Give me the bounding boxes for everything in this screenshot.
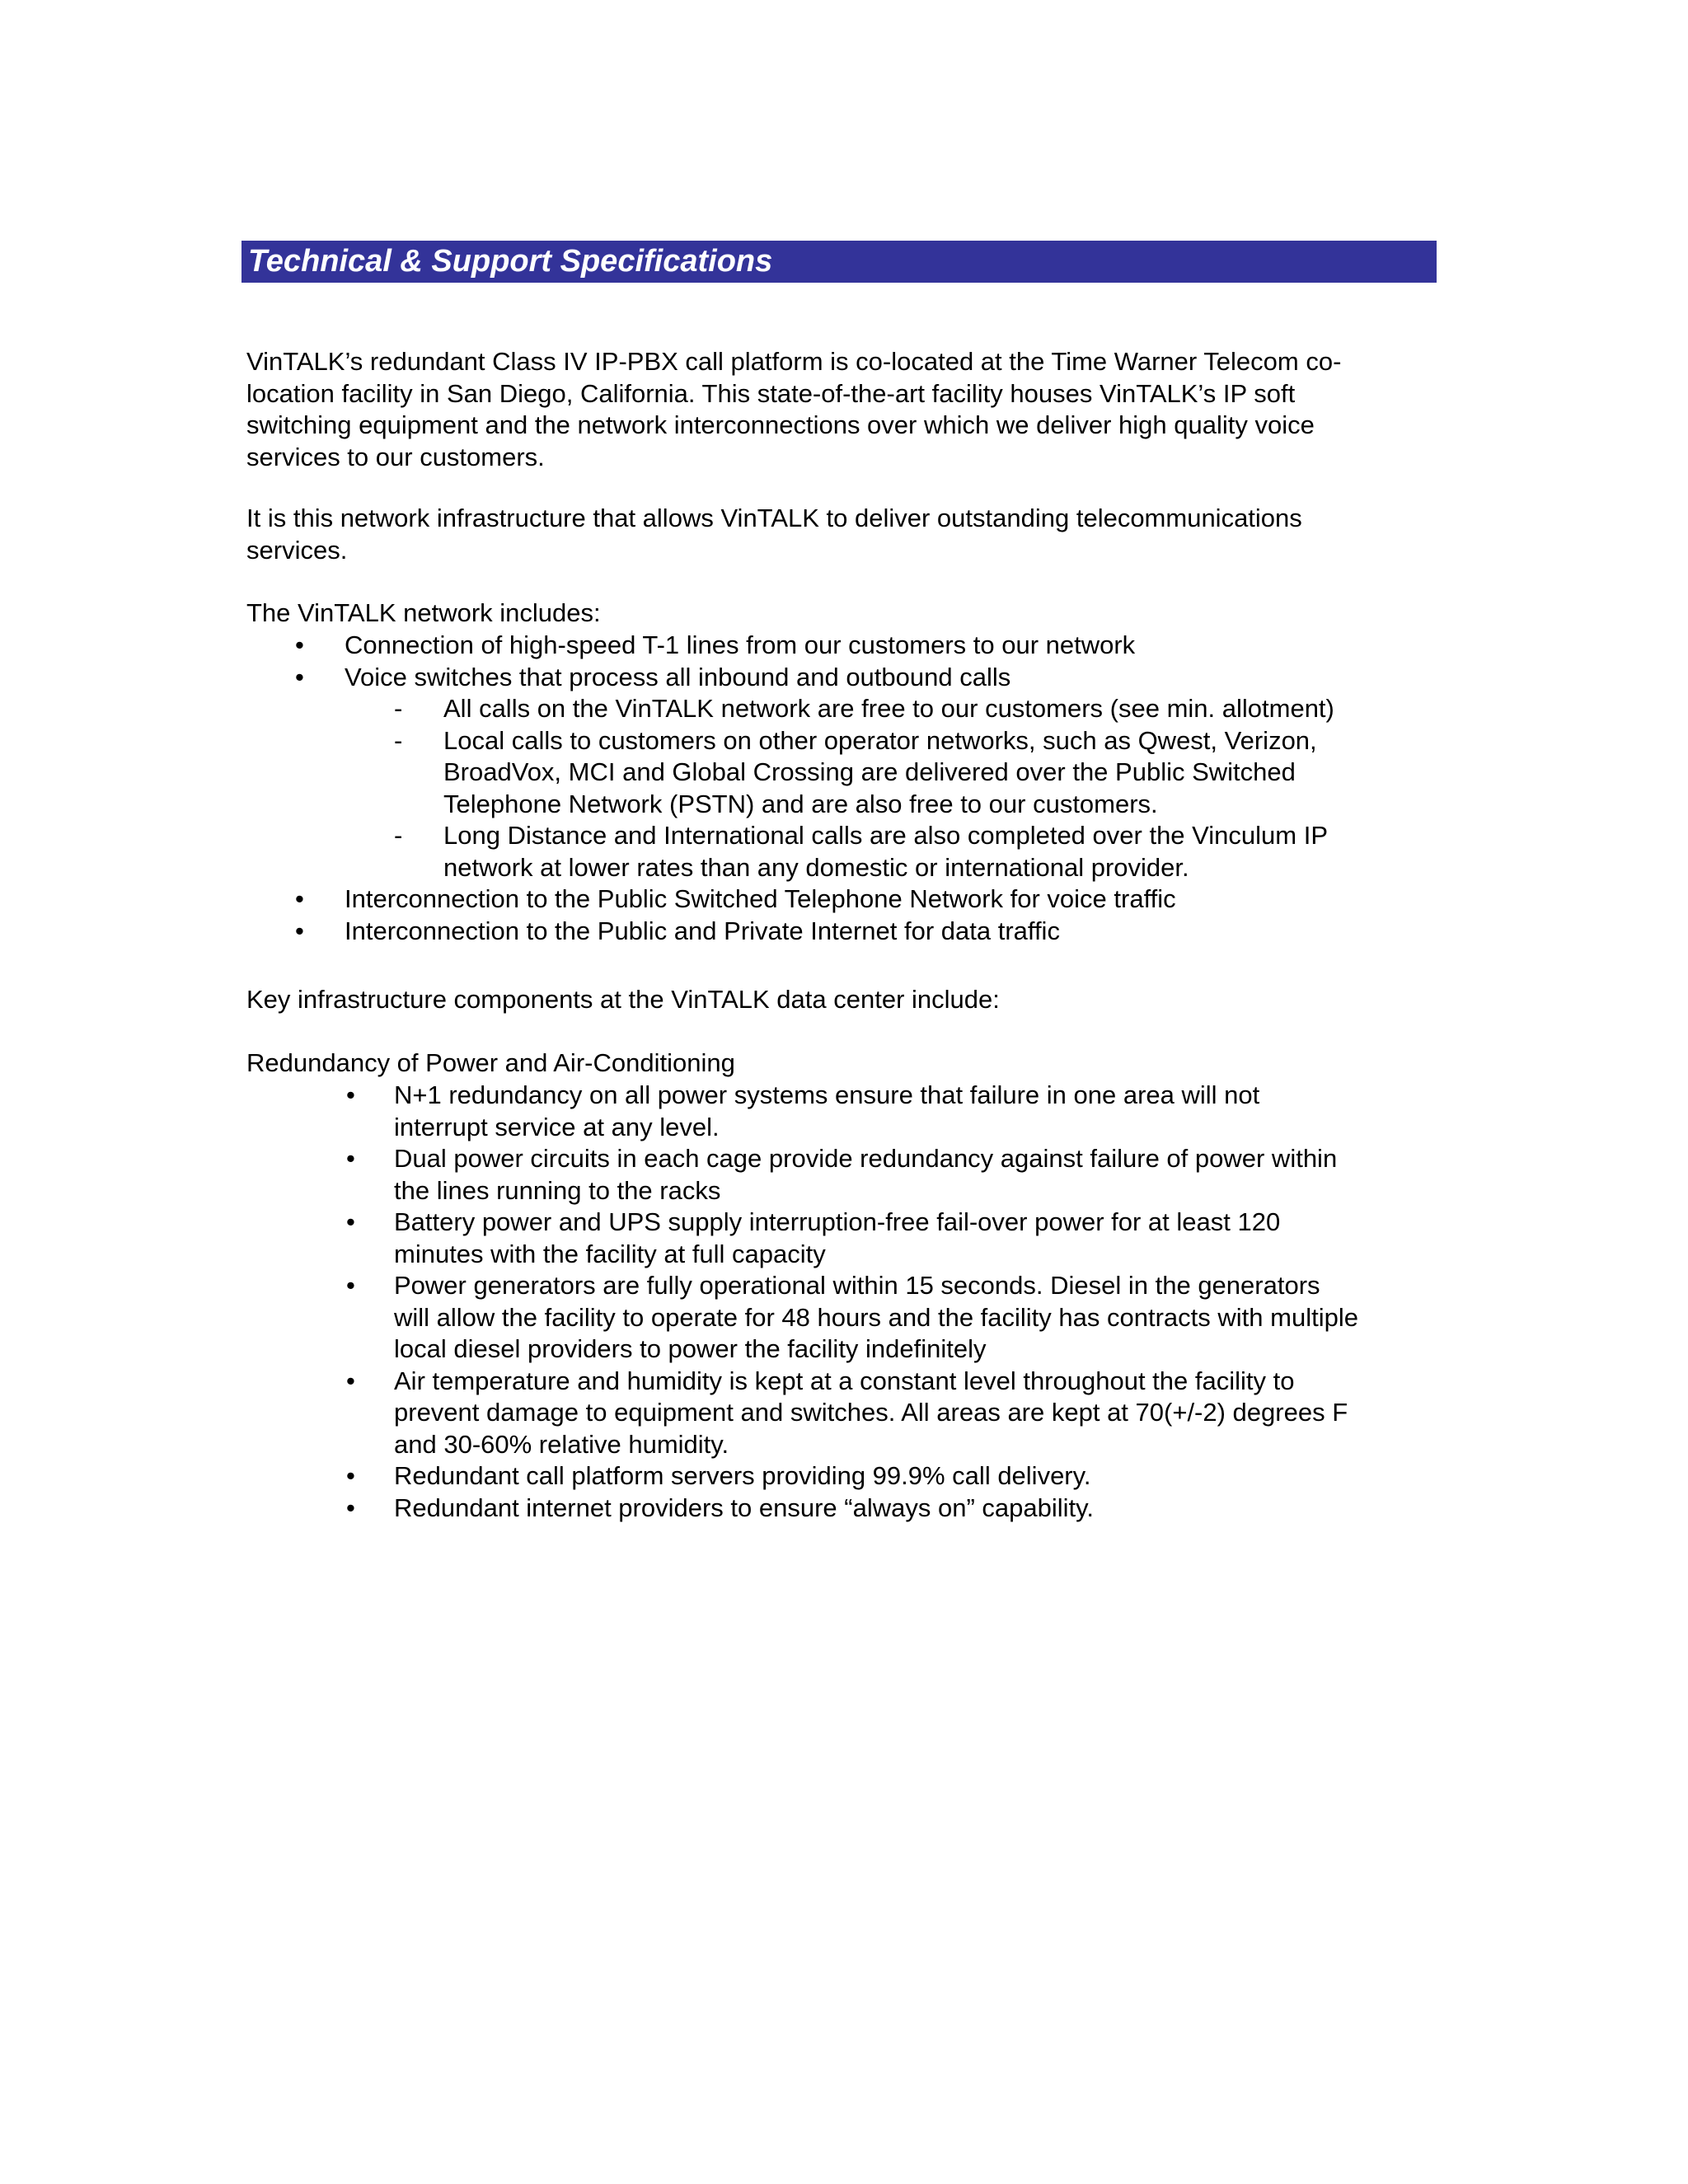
intro-line: switching equipment and the network interconnections over which we deliver high quality voice <box>246 410 1315 439</box>
list-item-text: Dual power circuits in each cage provide redundancy against failure of power within <box>394 1144 1338 1173</box>
list-item <box>0 630 1334 662</box>
bullet-icon: • <box>346 1461 355 1490</box>
list-item-text: Redundant call platform servers providing 99.9% call delivery. <box>394 1461 1091 1490</box>
bullet-icon: • <box>346 1271 355 1300</box>
list-item-text: Redundant internet providers to ensure “always on” capability. <box>394 1493 1094 1522</box>
list-item <box>0 1366 1358 1461</box>
infrastructure-line: services. <box>246 535 348 565</box>
sub-list-item-text: BroadVox, MCI and Global Crossing are delivered over the Public Switched <box>443 757 1296 786</box>
list-item-text: interrupt service at any level. <box>394 1112 720 1141</box>
list-item <box>0 1493 1358 1525</box>
list-item <box>0 1143 1358 1207</box>
key-components-text: Key infrastructure components at the VinTALK data center include: <box>246 985 1000 1014</box>
sub-list-item <box>0 725 1334 821</box>
list-item <box>0 1080 1358 1143</box>
bullet-icon: • <box>295 916 304 945</box>
intro-line: services to our customers. <box>246 442 545 471</box>
bullet-icon: • <box>346 1080 355 1109</box>
list-item-text: Interconnection to the Public and Private Internet for data traffic <box>345 916 1060 945</box>
sub-list-item <box>0 820 1334 883</box>
sub-list-item-text: Local calls to customers on other operator networks, such as Qwest, Verizon, <box>443 725 1317 755</box>
sub-list-item-text: Long Distance and International calls are also completed over the Vinculum IP <box>443 821 1328 850</box>
network-list <box>0 630 1334 947</box>
power-heading: Redundancy of Power and Air-Conditioning <box>246 1048 735 1077</box>
intro-paragraph <box>246 346 1341 473</box>
intro-line: VinTALK’s redundant Class IV IP-PBX call platform is co-located at the Time Warner Telecom co- <box>246 347 1342 376</box>
bullet-icon: • <box>346 1366 355 1395</box>
dash-icon: - <box>394 694 403 723</box>
list-item-text: N+1 redundancy on all power systems ensure that failure in one area will not <box>394 1080 1260 1109</box>
list-item <box>0 662 1334 694</box>
bullet-icon: • <box>295 884 304 913</box>
bullet-icon: • <box>346 1144 355 1173</box>
bullet-icon: • <box>346 1207 355 1236</box>
power-list <box>0 1080 1358 1524</box>
list-item-text: Voice switches that process all inbound and outbound calls <box>345 662 1011 691</box>
dash-icon: - <box>394 725 403 755</box>
list-item-text: Air temperature and humidity is kept at a constant level throughout the facility to <box>394 1366 1295 1395</box>
infrastructure-line: It is this network infrastructure that allows VinTALK to deliver outstanding telecommunications <box>246 504 1302 532</box>
section-title: Technical & Support Specifications <box>248 244 773 279</box>
sub-list-item-text: All calls on the VinTALK network are free to our customers (see min. allotment) <box>443 694 1334 723</box>
intro-line: location facility in San Diego, California. This state-of-the-art facility houses VinTALK’s IP soft <box>246 378 1296 408</box>
list-item-text: prevent damage to equipment and switches. All areas are kept at 70(+/-2) degrees F <box>394 1398 1348 1427</box>
dash-icon: - <box>394 821 403 850</box>
list-item-text: and 30-60% relative humidity. <box>394 1429 729 1459</box>
list-item-text: Connection of high-speed T-1 lines from our customers to our network <box>345 630 1136 659</box>
bullet-icon: • <box>346 1493 355 1522</box>
bullet-icon: • <box>295 630 304 659</box>
list-item <box>0 1460 1358 1493</box>
list-item <box>0 1207 1358 1270</box>
list-item-text: Interconnection to the Public Switched Telephone Network for voice traffic <box>345 884 1176 913</box>
list-item-text: Power generators are fully operational within 15 seconds. Diesel in the generators <box>394 1271 1320 1300</box>
list-item-text: minutes with the facility at full capacity <box>394 1239 826 1268</box>
infrastructure-paragraph <box>246 503 1302 566</box>
sub-list-item-text: network at lower rates than any domestic or international provider. <box>443 852 1189 882</box>
list-item <box>0 1270 1358 1366</box>
list-item-text: local diesel providers to power the facility indefinitely <box>394 1334 987 1363</box>
list-item-text: Battery power and UPS supply interruption-free fail-over power for at least 120 <box>394 1207 1281 1236</box>
list-item <box>0 883 1334 916</box>
list-item-text: the lines running to the racks <box>394 1175 721 1205</box>
list-item-text: will allow the facility to operate for 48 hours and the facility has contracts with multiple <box>394 1302 1358 1332</box>
sub-list-item <box>0 693 1334 725</box>
network-heading: The VinTALK network includes: <box>246 598 601 627</box>
list-item <box>0 916 1334 948</box>
bullet-icon: • <box>295 662 304 691</box>
section-title-bar <box>241 241 1437 283</box>
sub-list-item-text: Telephone Network (PSTN) and are also free to our customers. <box>443 789 1158 818</box>
